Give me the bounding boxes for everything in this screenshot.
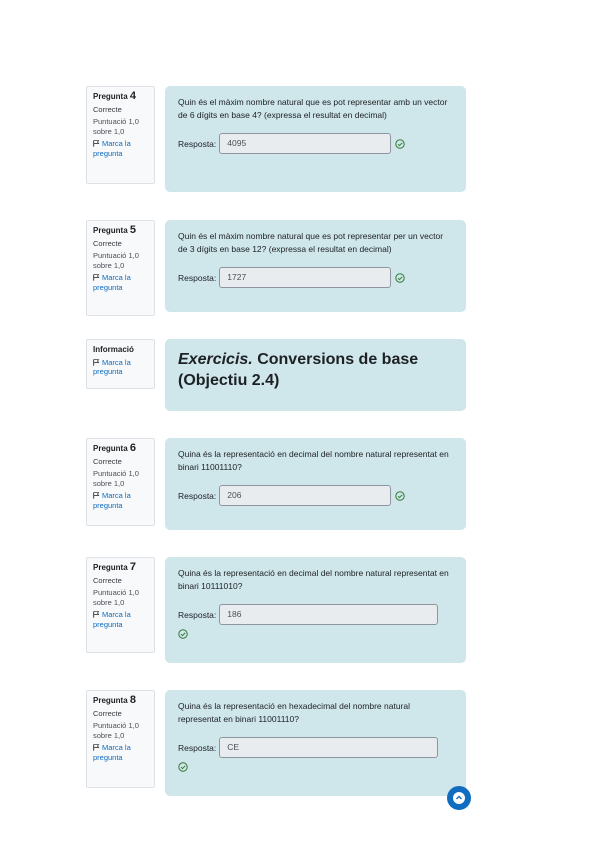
flag-icon xyxy=(93,744,100,751)
flag-icon xyxy=(93,359,100,366)
flag-icon xyxy=(93,492,100,499)
info-heading: Informació xyxy=(93,345,134,354)
question-info xyxy=(86,86,155,184)
question-info xyxy=(86,220,155,316)
question-text: Quina és la representació en decimal del nombre natural representat en binari 11001110? xyxy=(178,449,449,472)
answer-row xyxy=(178,604,454,625)
answer-label: Resposta: xyxy=(178,609,217,620)
question-text: Quina és la representació en decimal del nombre natural representat en binari 10111010? xyxy=(178,568,449,591)
question-heading: Pregunta 5 xyxy=(93,224,137,236)
question-grade: Puntuació 1,0 sobre 1,0 xyxy=(93,251,139,270)
question-content xyxy=(165,86,466,192)
question-grade: Puntuació 1,0 sobre 1,0 xyxy=(93,588,139,607)
answer-row xyxy=(178,737,454,758)
section-info xyxy=(86,339,155,389)
answer-row xyxy=(178,485,454,506)
flag-question-link[interactable]: Marca la pregunta xyxy=(93,610,131,629)
question-content xyxy=(165,438,466,530)
question-heading: Pregunta 8 xyxy=(93,694,137,706)
question-info xyxy=(86,438,155,526)
answer-input[interactable]: 206 xyxy=(219,485,391,506)
section-content xyxy=(165,339,466,411)
answer-input[interactable]: 186 xyxy=(219,604,438,625)
question-heading: Pregunta 7 xyxy=(93,561,137,573)
answer-row xyxy=(178,267,454,288)
question-grade: Puntuació 1,0 sobre 1,0 xyxy=(93,469,139,488)
answer-input[interactable]: 4095 xyxy=(219,133,391,154)
answer-label: Resposta: xyxy=(178,490,217,501)
scroll-to-top-button[interactable] xyxy=(447,786,471,810)
check-circle-icon xyxy=(395,139,405,149)
question-state: Correcte xyxy=(93,456,122,466)
scroll-to-top-icon xyxy=(452,791,466,805)
question-grade: Puntuació 1,0 sobre 1,0 xyxy=(93,721,139,740)
answer-input[interactable]: 1727 xyxy=(219,267,391,288)
question-state: Correcte xyxy=(93,104,122,114)
check-circle-icon xyxy=(395,273,405,283)
question-state: Correcte xyxy=(93,708,122,718)
check-circle-icon xyxy=(395,491,405,501)
flag-question-link[interactable]: Marca la pregunta xyxy=(93,139,131,158)
question-state: Correcte xyxy=(93,238,122,248)
flag-icon xyxy=(93,611,100,618)
question-text: Quina és la representació en hexadecimal del nombre natural representat en binari 11001110? xyxy=(178,701,410,724)
question-text: Quin és el màxim nombre natural que es pot representar amb un vector de 6 dígits en base 4? (expressa el resultat en decimal) xyxy=(178,97,448,120)
answer-label: Resposta: xyxy=(178,138,217,149)
flag-question-link[interactable]: Marca la pregunta xyxy=(93,273,131,292)
flag-question-link[interactable]: Marca la pregunta xyxy=(93,357,131,376)
check-circle-icon xyxy=(178,762,188,772)
flag-icon xyxy=(93,140,100,147)
question-grade: Puntuació 1,0 sobre 1,0 xyxy=(93,117,139,136)
flag-question-link[interactable]: Marca la pregunta xyxy=(93,491,131,510)
question-text: Quin és el màxim nombre natural que es pot representar per un vector de 3 dígits en base 12? (expressa el resultat en decimal) xyxy=(178,231,444,254)
question-content xyxy=(165,557,466,663)
answer-label: Resposta: xyxy=(178,272,217,283)
question-heading: Pregunta 4 xyxy=(93,90,137,102)
answer-row xyxy=(178,133,454,154)
section-title: Exercicis. Conversions de base (Objectiu 2.4) xyxy=(178,351,419,389)
question-content xyxy=(165,220,466,312)
answer-label: Resposta: xyxy=(178,742,217,753)
check-circle-icon xyxy=(178,629,188,639)
flag-icon xyxy=(93,274,100,281)
flag-question-link[interactable]: Marca la pregunta xyxy=(93,743,131,762)
question-content xyxy=(165,690,466,796)
question-heading: Pregunta 6 xyxy=(93,442,137,454)
question-info xyxy=(86,557,155,653)
question-info xyxy=(86,690,155,788)
question-state: Correcte xyxy=(93,575,122,585)
answer-input[interactable]: CE xyxy=(219,737,438,758)
